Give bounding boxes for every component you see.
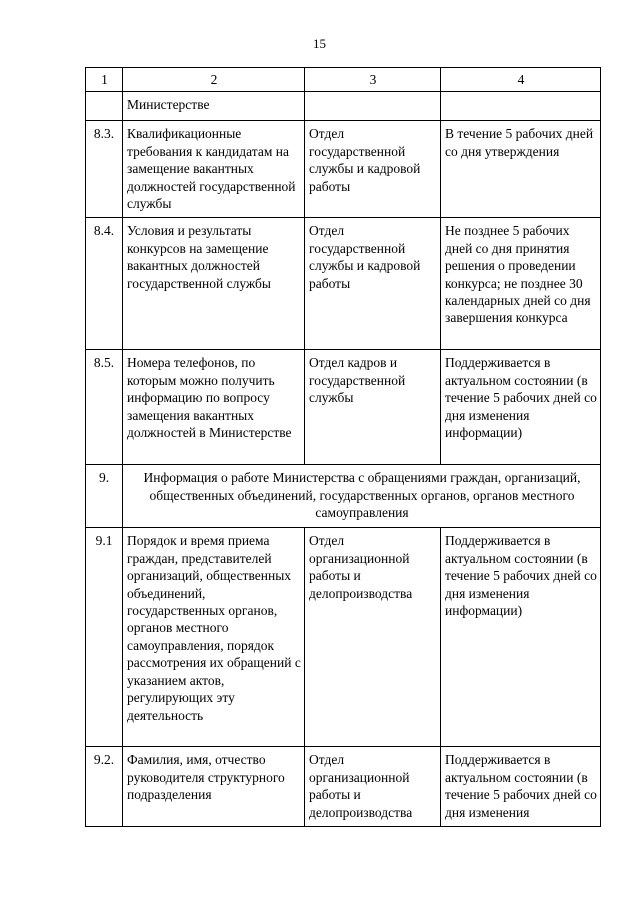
row-deadline-cell: Не позднее 5 рабочих дней со дня принятия решения о проведении конкурса; не позднее 30 календарных дней со дня завершения конкурса bbox=[441, 218, 601, 350]
row-department-cell bbox=[305, 92, 441, 121]
information-table bbox=[85, 67, 601, 827]
section-title-cell: Информация о работе Министерства с обращениями граждан, организаций, общественных объединений, государственных органов, органов местного самоуправления bbox=[123, 465, 601, 528]
row-info-cell: Квалификационные требования к кандидатам на замещение вакантных должностей государственной службы bbox=[123, 121, 305, 218]
row-number-cell: 8.3. bbox=[86, 121, 123, 218]
row-deadline-cell: Поддерживается в актуальном состоянии (в течение 5 рабочих дней со дня изменения информации) bbox=[441, 528, 601, 747]
row-number-cell: 9.1 bbox=[86, 528, 123, 747]
row-info-cell: Порядок и время приема граждан, представителей организаций, общественных объединений, государственных органов, органов местного самоуправления, порядок рассмотрения их обращений с указанием актов, регулирующих эту деятельность bbox=[123, 528, 305, 747]
row-department-cell: Отдел организационной работы и делопроизводства bbox=[305, 528, 441, 747]
row-department-cell: Отдел государственной службы и кадровой работы bbox=[305, 218, 441, 350]
table-row bbox=[86, 747, 601, 827]
page-number: 15 bbox=[313, 36, 326, 51]
table-row bbox=[86, 350, 601, 465]
row-deadline-cell: Поддерживается в актуальном состоянии (в течение 5 рабочих дней со дня изменения информации) bbox=[441, 350, 601, 465]
row-deadline-cell: Поддерживается в актуальном состоянии (в течение 5 рабочих дней со дня изменения bbox=[441, 747, 601, 827]
row-department-cell: Отдел кадров и государственной службы bbox=[305, 350, 441, 465]
section-row bbox=[86, 465, 601, 528]
column-header-number: 1 bbox=[86, 68, 123, 92]
column-header-deadline: 4 bbox=[441, 68, 601, 92]
row-info-cell: Условия и результаты конкурсов на замещение вакантных должностей государственной службы bbox=[123, 218, 305, 350]
table-row bbox=[86, 121, 601, 218]
row-info-cell: Номера телефонов, по которым можно получить информацию по вопросу замещения вакантных должностей в Министерстве bbox=[123, 350, 305, 465]
row-deadline-cell: В течение 5 рабочих дней со дня утверждения bbox=[441, 121, 601, 218]
row-number-cell: 8.5. bbox=[86, 350, 123, 465]
row-number-cell: 8.4. bbox=[86, 218, 123, 350]
table-row bbox=[86, 528, 601, 747]
table-row bbox=[86, 218, 601, 350]
row-number-cell bbox=[86, 92, 123, 121]
table-header-row bbox=[86, 68, 601, 92]
row-number-cell: 9.2. bbox=[86, 747, 123, 827]
column-header-info: 2 bbox=[123, 68, 305, 92]
row-info-cell: Министерстве bbox=[123, 92, 305, 121]
table-row bbox=[86, 92, 601, 121]
row-department-cell: Отдел государственной службы и кадровой работы bbox=[305, 121, 441, 218]
row-department-cell: Отдел организационной работы и делопроизводства bbox=[305, 747, 441, 827]
row-deadline-cell bbox=[441, 92, 601, 121]
section-number-cell: 9. bbox=[86, 465, 123, 528]
column-header-department: 3 bbox=[305, 68, 441, 92]
row-info-cell: Фамилия, имя, отчество руководителя структурного подразделения bbox=[123, 747, 305, 827]
